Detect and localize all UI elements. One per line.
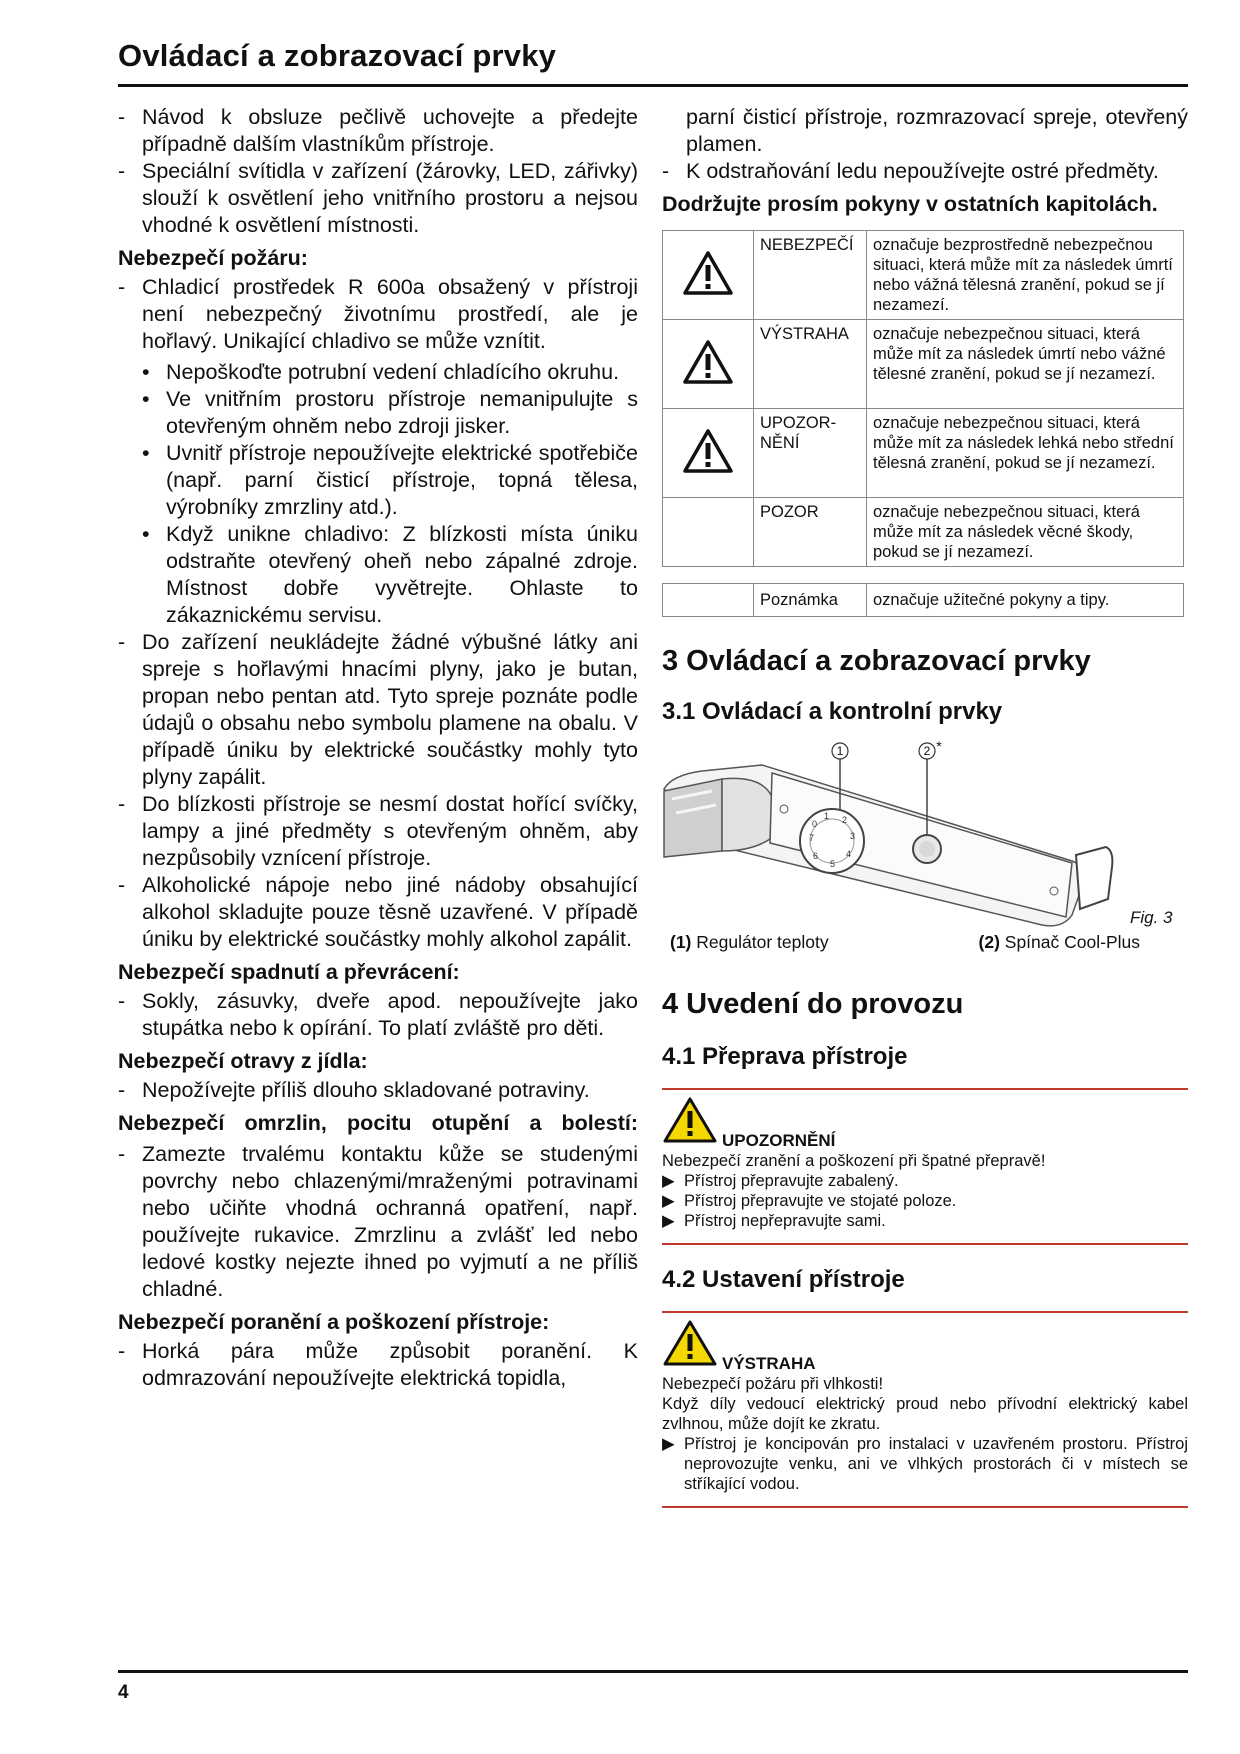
- step-item: ▶ Přístroj nepřepravujte sami.: [662, 1212, 886, 1230]
- list-item-continued: parní čisticí přístroje, rozmrazovací spreje, otevřený plamen.: [686, 105, 1188, 156]
- warning-triangle-icon: [682, 428, 734, 474]
- signal-description: označuje nebezpečnou situaci, která může mít za následek lehká nebo střední tělesná zranění, pokud se jí nezamezí.: [867, 409, 1184, 498]
- warning-triangle-icon: [662, 1096, 718, 1144]
- caption-2: (2) Spínač Cool-Plus: [978, 932, 1140, 952]
- section-heading: Nebezpečí požáru:: [118, 246, 308, 270]
- signal-description: označuje nebezpečnou situaci, která může mít za následek úmrtí nebo vážné tělesné zranění, pokud se jí nezamezí.: [867, 320, 1184, 409]
- page-title: Ovládací a zobrazovací prvky: [118, 38, 557, 73]
- table-row: [663, 409, 1184, 498]
- signal-word: UPOZORNĚNÍ: [722, 1131, 836, 1150]
- dial-number: 2: [842, 815, 848, 825]
- list-item: - Speciální svítidla v zařízení (žárovky, LED, zářivky) slouží k osvětlení jeho vnitřního prostoru a nejsou vhodné k osvětlení místnosti.: [118, 159, 638, 237]
- dial-number: 6: [813, 851, 819, 861]
- warning-triangle-icon: [682, 339, 734, 385]
- signal-label: POZOR: [754, 498, 867, 567]
- dial-number: 4: [846, 849, 852, 859]
- table-row: [663, 498, 1184, 567]
- page-number: 4: [118, 1682, 129, 1703]
- icon-cell: [663, 231, 754, 320]
- caption-1: (1) Regulátor teploty: [670, 932, 829, 952]
- section-heading: 4.2 Ustavení přístroje: [662, 1266, 905, 1293]
- warning-triangle-icon: [682, 250, 734, 296]
- icon-cell: [663, 320, 754, 409]
- step-item: ▶ Přístroj přepravujte ve stojaté poloze.: [662, 1192, 957, 1210]
- note-description: označuje užitečné pokyny a tipy.: [867, 584, 1184, 617]
- note-heading: Dodržujte prosím pokyny v ostatních kapitolách.: [662, 192, 1158, 216]
- callout-2: 2: [923, 744, 931, 758]
- list-item: - Do blízkosti přístroje se nesmí dostat hořící svíčky, lampy a jiné předměty s otevřeným ohněm, aby nezpůsobily vznícení přístroje.: [118, 792, 638, 870]
- list-item: - Do zařízení neukládejte žádné výbušné látky ani spreje s hořlavými hnacími plyny, jako je butan, propan nebo pentan atd. Tyto spreje poznáte podle údajů o obsahu nebo symbolu plamene na obalu. V případě úniku by elektrické součástky mohly tyto plyny zapálit.: [118, 630, 638, 789]
- table-row: [663, 231, 1184, 320]
- header-rule: [118, 84, 1188, 87]
- footer-rule: [118, 1670, 1188, 1673]
- signal-description: označuje nebezpečnou situaci, která může mít za následek věcné škody, pokud se jí nezamezí.: [867, 498, 1184, 567]
- signal-label: UPOZOR- NĚNÍ: [754, 409, 867, 498]
- dial-number: 3: [850, 831, 856, 841]
- chapter-heading: 3 Ovládací a zobrazovací prvky: [662, 645, 1091, 677]
- figure-label: Fig. 3: [1130, 908, 1173, 927]
- list-item: - Alkoholické nápoje nebo jiné nádoby obsahující alkohol skladujte pouze těsně uzavřené. V případě úniku by elektrické součástky mohly alkohol zapálit.: [118, 873, 638, 951]
- left-column: [118, 104, 638, 1392]
- right-column: [662, 104, 1188, 1508]
- figure-caption: [670, 929, 1140, 956]
- step-item: ▶ Přístroj přepravujte zabalený.: [662, 1172, 899, 1190]
- signal-label: VÝSTRAHA: [754, 320, 867, 409]
- callout-1: 1: [836, 744, 844, 758]
- chapter-heading: 4 Uvedení do provozu: [662, 988, 964, 1020]
- box-lead: Nebezpečí zranění a poškození při špatné přepravě!: [662, 1152, 1046, 1170]
- bullet-item: • Ve vnitřním prostoru přístroje nemanipulujte s otevřeným ohněm nebo zdroji jisker.: [142, 387, 638, 438]
- bullet-item: • Uvnitř přístroje nepoužívejte elektrické spotřebiče (např. parní čisticí přístroje, topná tělesa, výrobníky zmrzliny atd.).: [142, 441, 638, 519]
- caution-box: [662, 1088, 1188, 1245]
- signal-word: VÝSTRAHA: [722, 1354, 816, 1373]
- list-item: - Nepožívejte příliš dlouho skladované potraviny.: [118, 1078, 590, 1102]
- icon-cell: [663, 498, 754, 567]
- section-heading: Nebezpečí poranění a poškození přístroje:: [118, 1310, 550, 1334]
- table-row: [663, 320, 1184, 409]
- box-paragraph: Když díly vedoucí elektrický proud nebo přívodní elektrický kabel zvlhnou, může dojít ke zkratu.: [662, 1395, 1188, 1433]
- dial-number: 0: [812, 819, 818, 829]
- section-heading: Nebezpečí spadnutí a převrácení:: [118, 960, 460, 984]
- section-heading: 3.1 Ovládací a kontrolní prvky: [662, 698, 1003, 725]
- list-item: - Sokly, zásuvky, dveře apod. nepoužívejte jako stupátka nebo k opírání. To platí zvláště pro děti.: [118, 989, 638, 1040]
- signal-description: označuje bezprostředně nebezpečnou situaci, která může mít za následek úmrtí nebo vážná tělesná zranění, pokud se jí nezamezí.: [867, 231, 1184, 320]
- callout-star: *: [936, 739, 942, 754]
- list-item: - Horká pára může způsobit poranění. K odmrazování nepoužívejte elektrická topidla,: [118, 1339, 638, 1390]
- warning-box: [662, 1311, 1188, 1508]
- section-heading: 4.1 Přeprava přístroje: [662, 1043, 908, 1070]
- note-table: [662, 583, 1184, 617]
- list-item: - Chladicí prostředek R 600a obsažený v přístroji není nebezpečný životnímu prostředí, ale je hořlavý. Unikající chladivo se může vznítit.: [118, 275, 638, 353]
- signal-label: NEBEZPEČÍ: [754, 231, 867, 320]
- control-panel-figure: [662, 739, 1182, 929]
- section-heading: Nebezpečí omrzlin, pocitu otupění a bolestí:: [118, 1111, 638, 1135]
- list-item: - K odstraňování ledu nepoužívejte ostré předměty.: [662, 159, 1159, 183]
- icon-cell: [663, 409, 754, 498]
- bullet-item: • Nepoškoďte potrubní vedení chladícího okruhu.: [142, 360, 620, 384]
- bullet-item: • Když unikne chladivo: Z blízkosti místa úniku odstraňte otevřený oheň nebo zápalné zdroje. Místnost dobře vyvětrejte. Ohlaste to zákaznickému servisu.: [142, 522, 638, 627]
- list-item: - Zamezte trvalému kontaktu kůže se studenými povrchy nebo chlazenými/mraženými potravinami nebo učiňte vhodná ochranná opatření, např. používejte rukavice. Zmrzlinu a zvlášť led nebo ledové kostky nejezte ihned po vyjmutí a ne příliš chladné.: [118, 1142, 638, 1301]
- list-item: - Návod k obsluze pečlivě uchovejte a předejte případně dalším vlastníkům přístroje.: [118, 105, 638, 156]
- signal-word-table: [662, 230, 1184, 567]
- dial-number: 7: [809, 833, 815, 843]
- section-heading: Nebezpečí otravy z jídla:: [118, 1049, 368, 1073]
- dial-number: 5: [830, 859, 836, 869]
- table-row: [663, 584, 1184, 617]
- box-lead: Nebezpečí požáru při vlhkosti!: [662, 1375, 884, 1393]
- warning-triangle-icon: [662, 1319, 718, 1367]
- control-panel-illustration: [662, 739, 1182, 929]
- note-label: Poznámka: [754, 584, 867, 617]
- icon-cell: [663, 584, 754, 617]
- step-item: ▶ Přístroj je koncipován pro instalaci v uzavřeném prostoru. Přístroj neprovozujte venku, ani ve vlhkých prostorách či v místech se stříkající vodou.: [662, 1435, 1188, 1493]
- dial-number: 1: [824, 811, 830, 821]
